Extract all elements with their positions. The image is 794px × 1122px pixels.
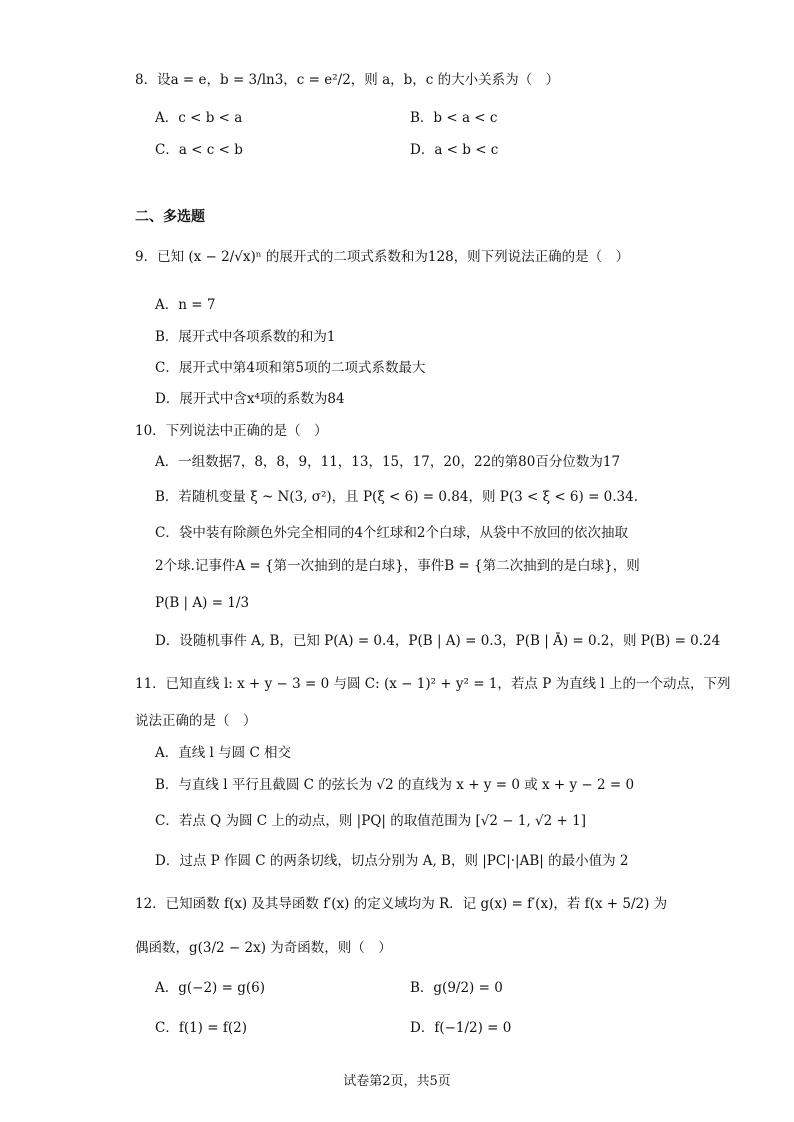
q8-option-b: B．b < a < c [410,110,498,126]
q8-option-d: D．a < b < c [410,142,499,158]
q10-option-d: D．设随机事件 A, B，已知 P(A) = 0.4，P(B | A) = 0.3，P(B | Ā) = 0.2，则 P(B) = 0.24 [155,633,721,649]
q12-option-c: C．f(1) = f(2) [155,1020,247,1036]
q10-option-c-line3: P(B | A) = 1/3 [155,595,250,611]
q8-option-a: A．c < b < a [155,110,243,126]
q10-stem: 10．下列说法中正确的是（ ） [135,423,328,439]
q10-option-a: A．一组数据7，8，8，9，11，13，15，17，20，22的第80百分位数为17 [155,454,621,470]
q10-option-c-line2: 2个球.记事件A = {第一次抽到的是白球}，事件B = {第二次抽到的是白球}，则 [155,558,640,574]
q12-option-d: D．f(−1/2) = 0 [410,1020,512,1036]
page-footer: 试卷第2页，共5页 [343,1074,451,1089]
q12-option-b: B．g(9/2) = 0 [410,980,503,996]
q11-option-a: A．直线 l 与圆 C 相交 [155,745,292,761]
q9-option-c: C．展开式中第4项和第5项的二项式系数最大 [155,360,426,376]
q11-stem-line2: 说法正确的是（ ） [135,713,257,729]
q9-option-a: A．n = 7 [155,297,216,313]
q11-option-d: D．过点 P 作圆 C 的两条切线，切点分别为 A, B，则 |PC|·|AB| 的最小值为 2 [155,853,629,869]
q10-option-c-line1: C．袋中装有除颜色外完全相同的4个红球和2个白球，从袋中不放回的依次抽取 [155,525,629,541]
q9-option-b: B．展开式中各项系数的和为1 [155,329,336,345]
q8-option-c: C．a < c < b [155,142,243,158]
q11-option-c: C．若点 Q 为圆 C 上的动点，则 |PQ| 的取值范围为 [√2 − 1, √2 + 1] [155,813,586,829]
q11-option-b: B．与直线 l 平行且截圆 C 的弦长为 √2 的直线为 x + y = 0 或 x + y − 2 = 0 [155,777,635,793]
q10-option-b: B．若随机变量 ξ ~ N(3, σ²)，且 P(ξ < 6) = 0.84，则 P(3 < ξ < 6) = 0.34. [155,489,639,505]
q9-option-d: D．展开式中含x⁴项的系数为84 [155,391,345,407]
q11-stem-line1: 11．已知直线 l: x + y − 3 = 0 与圆 C: (x − 1)² + y² = 1，若点 P 为直线 l 上的一个动点，下列 [135,676,731,692]
q12-stem-line1: 12．已知函数 f(x) 及其导函数 f′(x) 的定义域均为 R．记 g(x) = f′(x)，若 f(x + 5/2) 为 [135,896,668,912]
section-heading: 二、多选题 [135,209,205,225]
q9-stem: 9．已知 (x − 2/√x)ⁿ 的展开式的二项式系数和为128，则下列说法正确的是（ ） [135,249,630,265]
q12-option-a: A．g(−2) = g(6) [155,980,265,996]
q8-stem: 8．设a = e，b = 3/ln3，c = e²/2，则 a，b，c 的大小关系为（ ） [135,72,560,88]
q12-stem-line2: 偶函数，g(3/2 − 2x) 为奇函数，则（ ） [135,940,392,956]
